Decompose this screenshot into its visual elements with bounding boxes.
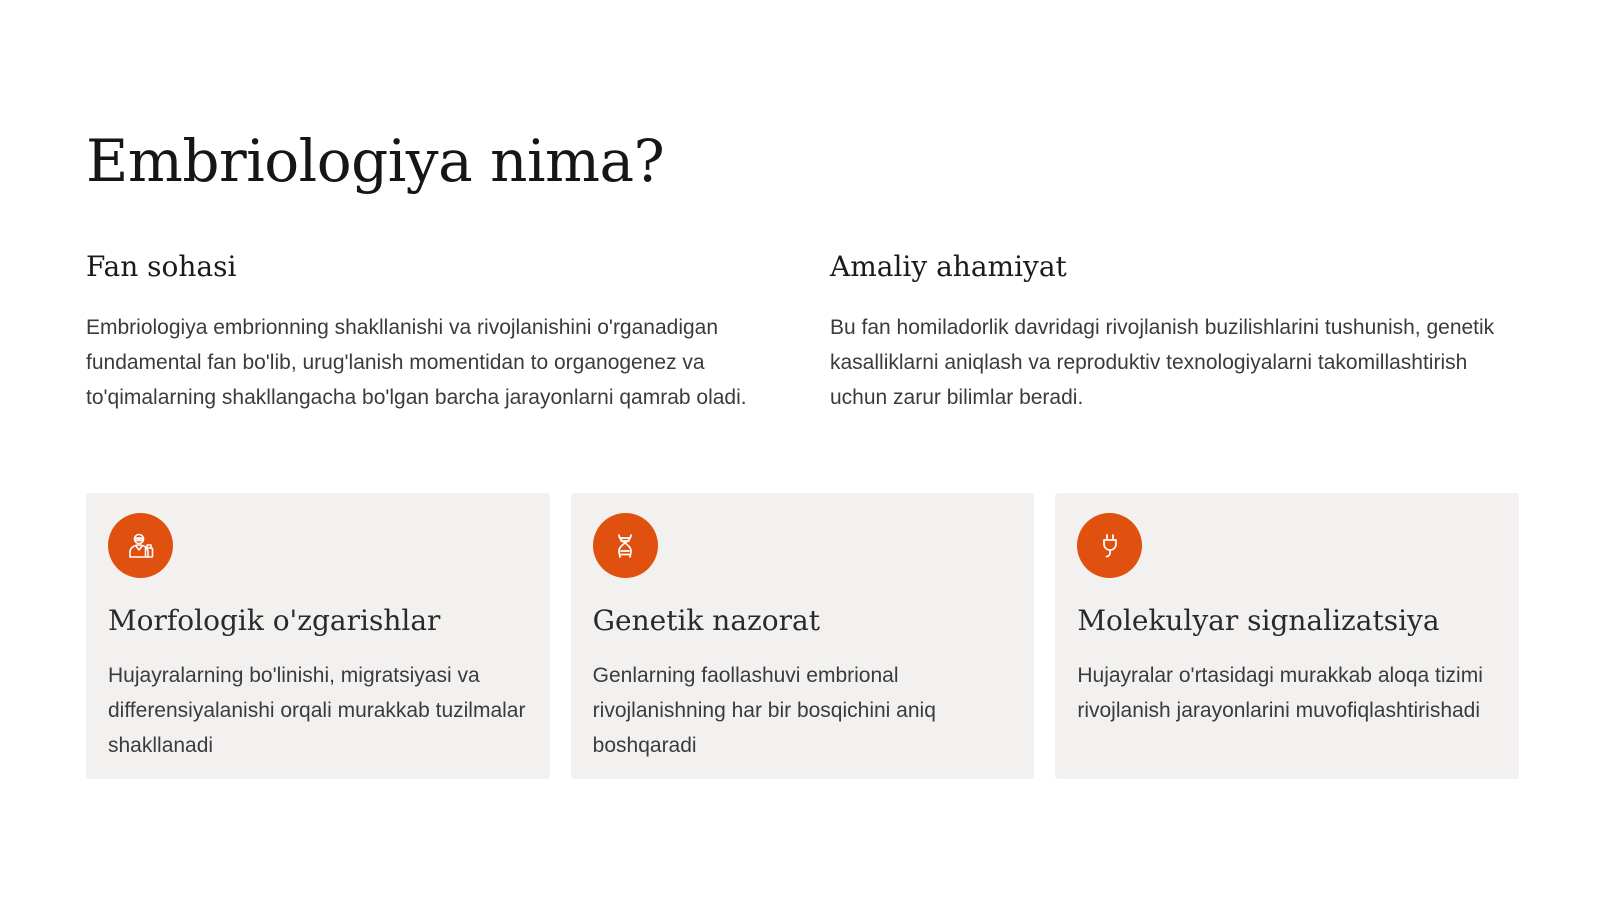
- page-title: Embriologiya nima?: [86, 127, 665, 195]
- card-text: Hujayralarning bo'linishi, migratsiyasi va differensiyalanishi orqali murakkab tuzilmalar shakllanadi: [108, 663, 526, 757]
- card-morphology: [86, 493, 550, 779]
- column-heading: Fan sohasi: [86, 250, 237, 283]
- column-text: Bu fan homiladorlik davridagi rivojlanish buzilishlarini tushunish, genetik kasalliklarni aniqlash va reproduktiv texnologiyalarni takomillashtirish uchun zarur bilimlar beradi.: [830, 315, 1495, 409]
- card-genetic-control: [571, 493, 1035, 779]
- column-practical-importance: [830, 250, 1510, 415]
- feature-cards: [86, 493, 1519, 779]
- card-text: Genlarning faollashuvi embrional rivojlanishning har bir bosqichini aniq boshqaradi: [592, 663, 936, 757]
- signal-plug-icon: [1077, 513, 1142, 578]
- card-title: Morfologik o'zgarishlar: [108, 604, 441, 637]
- card-title: Genetik nazorat: [592, 604, 820, 637]
- scientist-icon: [108, 513, 173, 578]
- column-field-of-study: [86, 250, 766, 415]
- card-molecular-signaling: [1055, 493, 1519, 779]
- column-text: Embriologiya embrionning shakllanishi va rivojlanishini o'rganadigan fundamental fan bo'lib, urug'lanish momentidan to organogenez va to'qimalarning shakllangacha bo'lgan barcha jarayonlarni qamrab oladi.: [86, 315, 747, 409]
- dna-icon: [593, 513, 658, 578]
- card-title: Molekulyar signalizatsiya: [1077, 604, 1440, 637]
- card-text: Hujayralar o'rtasidagi murakkab aloqa tizimi rivojlanish jarayonlarini muvofiqlashtirishadi: [1077, 663, 1483, 722]
- column-heading: Amaliy ahamiyat: [830, 250, 1067, 283]
